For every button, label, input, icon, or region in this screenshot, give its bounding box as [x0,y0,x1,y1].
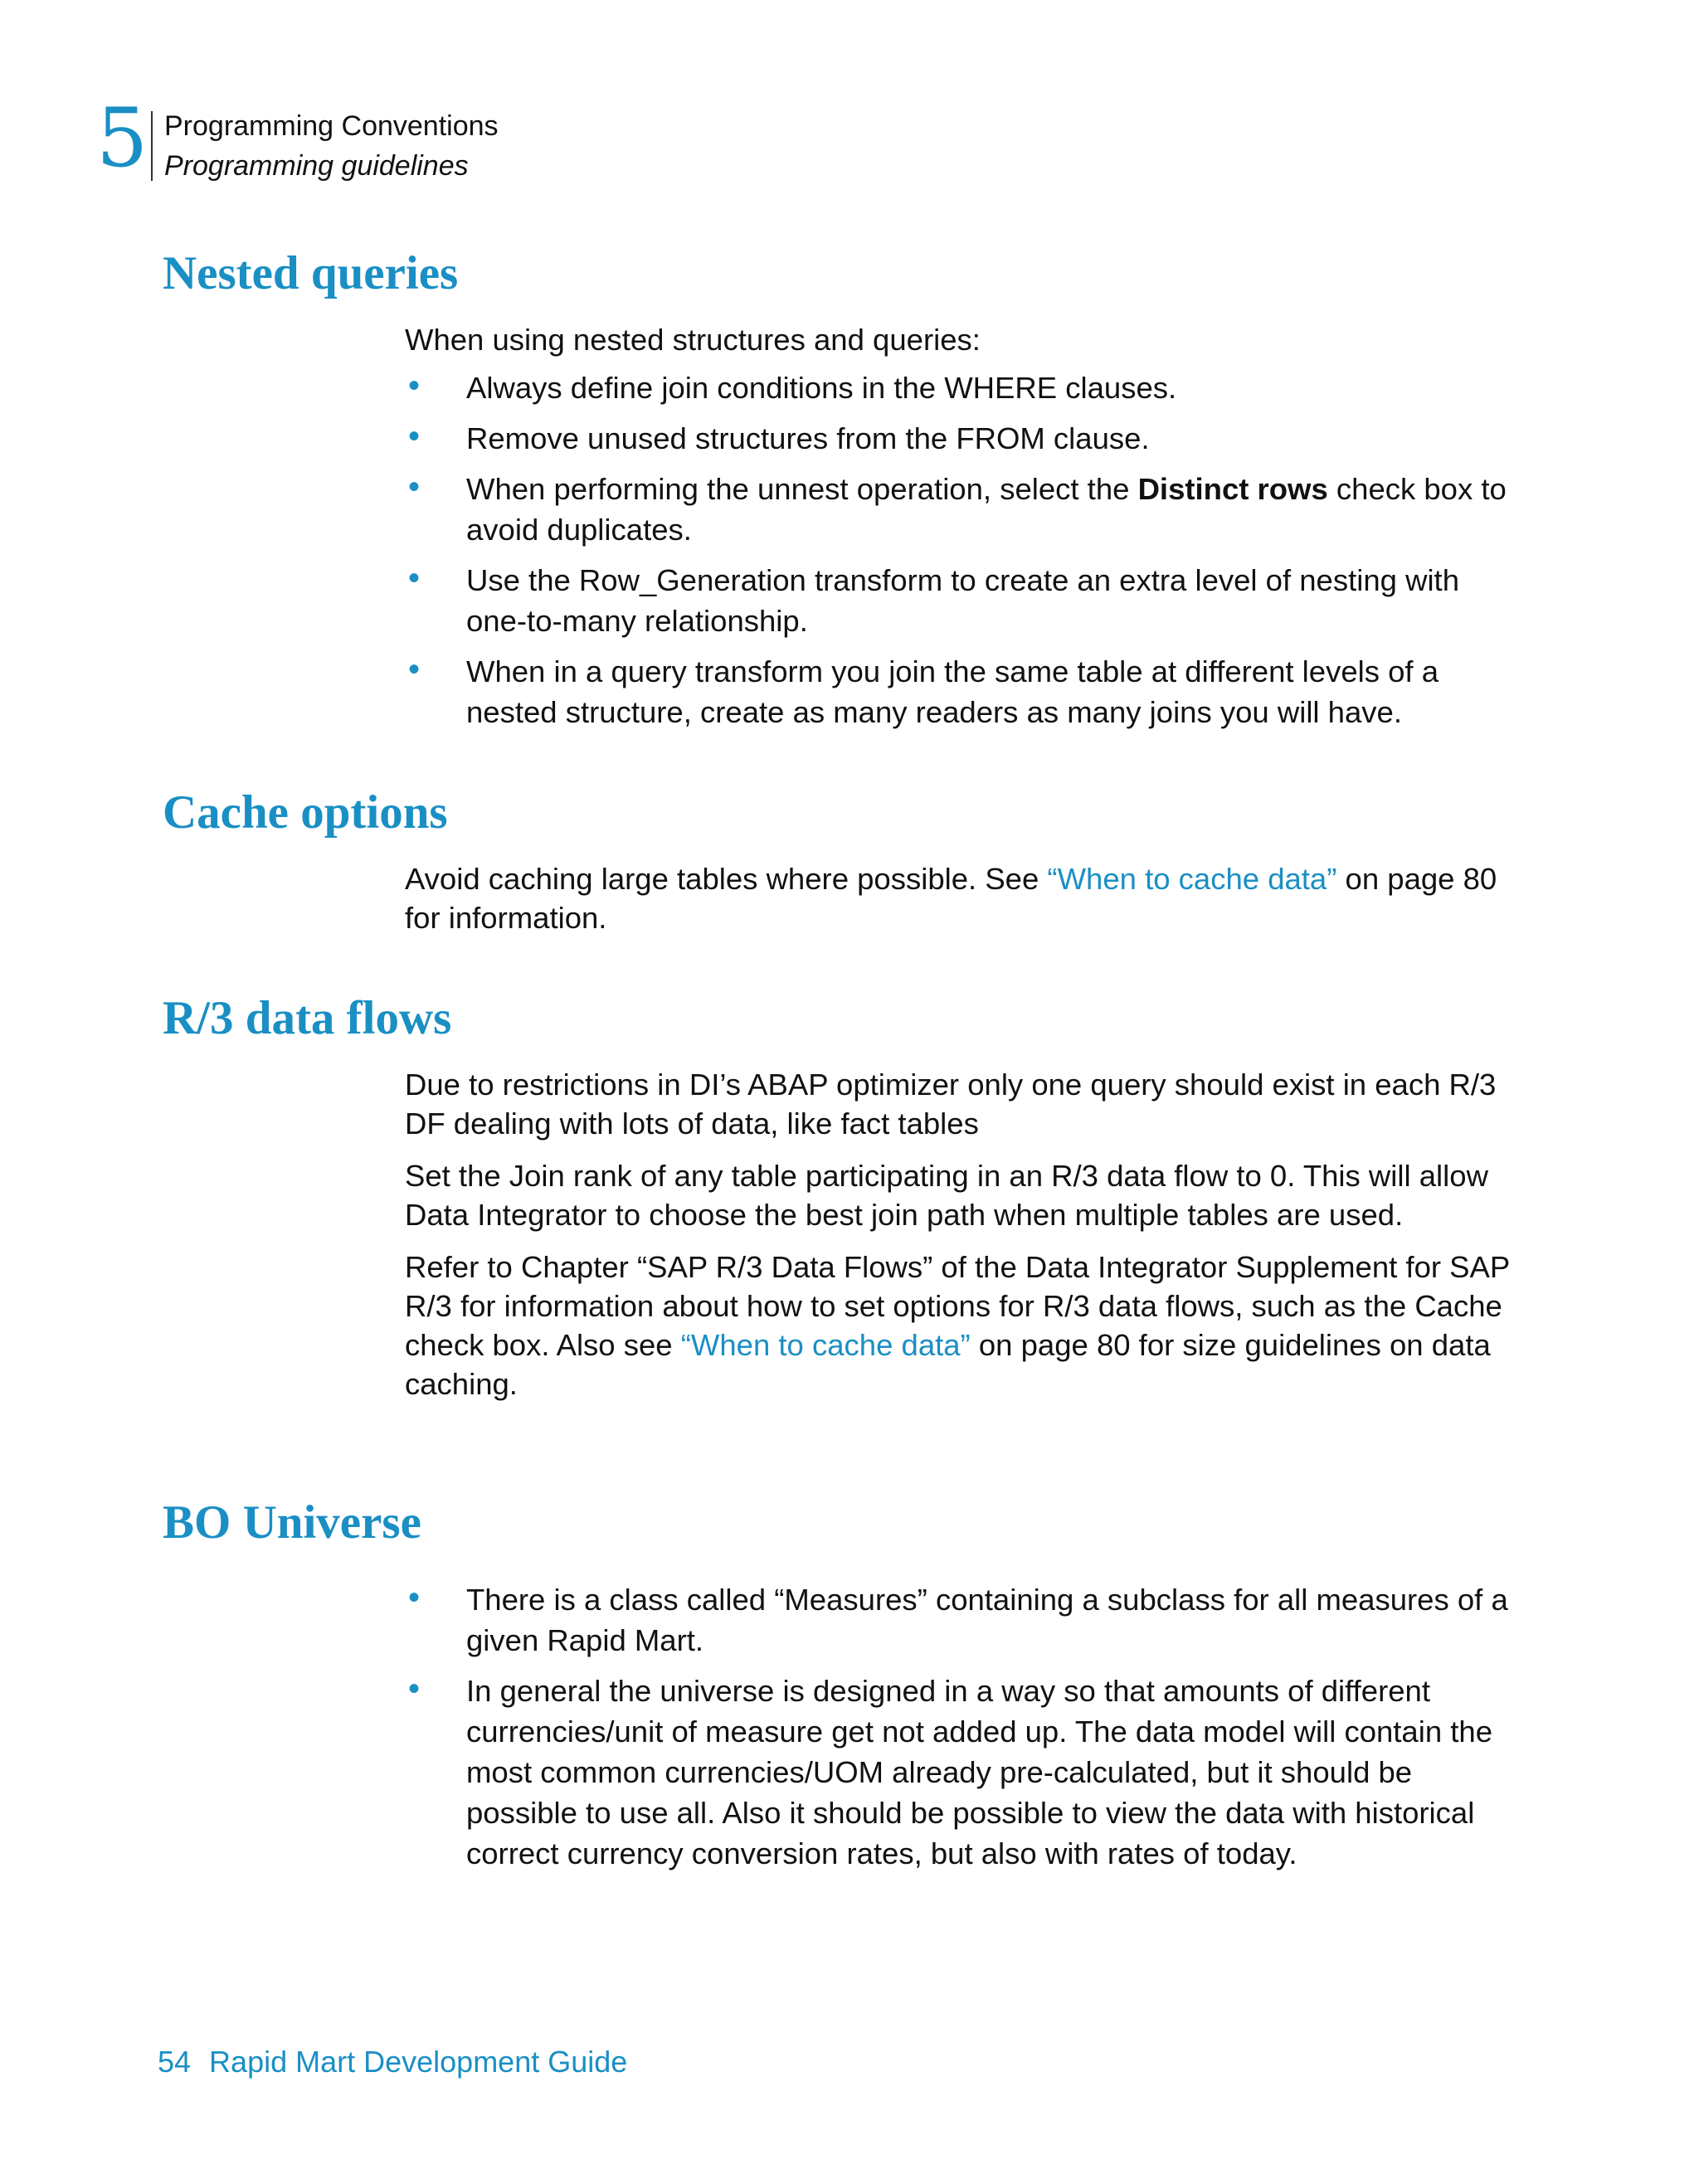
section-body [405,1579,1523,1874]
bullet-icon: • [408,560,421,597]
section-body [405,1065,1523,1403]
list-item-text-end: check box to avoid duplicates. [466,472,1507,547]
chapter-title: Programming Conventions [164,110,499,142]
paragraph-text: Avoid caching large tables where possible. See [405,862,1048,897]
list-item [405,1579,1523,1661]
list-item [405,1671,1523,1874]
section-title: Cache options [163,786,448,839]
cross-reference-link[interactable]: “When to cache data” [680,1328,971,1363]
section-r3-data-flows [163,990,1523,1417]
section-body [405,320,1523,732]
list-item [405,560,1523,641]
bullet-list [405,367,1523,732]
list-item-text: Use the Row_Generation transform to create an extra level of nesting with one-to-many relationship. [466,563,1459,639]
page-number: 54 [158,2045,192,2079]
bullet-list [405,1579,1523,1874]
section-cache-options [163,785,1523,951]
bullet-icon: • [408,1671,421,1708]
bullet-icon: • [408,1579,421,1617]
bullet-icon: • [408,418,421,455]
list-item [405,651,1523,732]
bullet-icon: • [408,651,421,688]
cache-paragraph [405,859,1523,937]
list-item-text: There is a class called “Measures” containing a subclass for all measures of a given Rapid Mart. [466,1583,1508,1658]
paragraph-text: Refer to Chapter “SAP R/3 Data Flows” of the Data Integrator Supplement for SAP R/3 for information about how to set options for R/3 data flows, such as the Cache check box. Also see [405,1250,1510,1363]
book-title: Rapid Mart Development Guide [209,2045,628,2079]
page-footer [158,2044,627,2079]
list-item [405,469,1523,550]
header-divider [151,111,153,181]
list-item-text: When in a query transform you join the same table at different levels of a nested structure, create as many readers as many joins you will have. [466,654,1439,730]
cross-reference-link[interactable]: “When to cache data” [1047,862,1337,897]
section-title: R/3 data flows [163,992,452,1044]
list-item-text: Always define join conditions in the WHERE clauses. [466,371,1177,406]
paragraph: Set the Join rank of any table participating in an R/3 data flow to 0. This will allow Data Integrator to choose the best join path when multiple tables are used. [405,1159,1488,1233]
intro-paragraph: When using nested structures and queries: [405,323,981,358]
paragraph: Due to restrictions in DI’s ABAP optimizer only one query should exist in each R/3 DF dealing with lots of data, like fact tables [405,1068,1497,1141]
paragraph [405,1248,1523,1403]
section-body [405,859,1523,937]
section-bo-universe [163,1495,1523,1884]
section-title: BO Universe [163,1496,421,1549]
ui-label-distinct-rows: Distinct rows [1137,472,1328,507]
list-item-text: In general the universe is designed in a way so that amounts of different currencies/unit of measure get not added up. The data model will contain the most common currencies/UOM already pre-calculated, but it should be possible to use all. Also it should be possible to view the data with historical correct currency conversion rates, but also with rates of today. [466,1674,1493,1871]
list-item [405,367,1523,408]
list-item [405,418,1523,459]
chapter-number: 5 [96,91,148,186]
paragraph-text: on page 80 for size guidelines on data caching. [405,1328,1491,1402]
section-title: Nested queries [163,247,459,299]
bullet-icon: • [408,367,421,405]
paragraph-text: on page 80 for information. [405,862,1497,936]
list-item-text-start: When performing the unnest operation, select the [466,472,1138,507]
section-nested-queries [163,246,1523,742]
list-item-text: Remove unused structures from the FROM clause. [466,421,1150,456]
bullet-icon: • [408,469,421,506]
running-section-title: Programming guidelines [164,150,469,182]
